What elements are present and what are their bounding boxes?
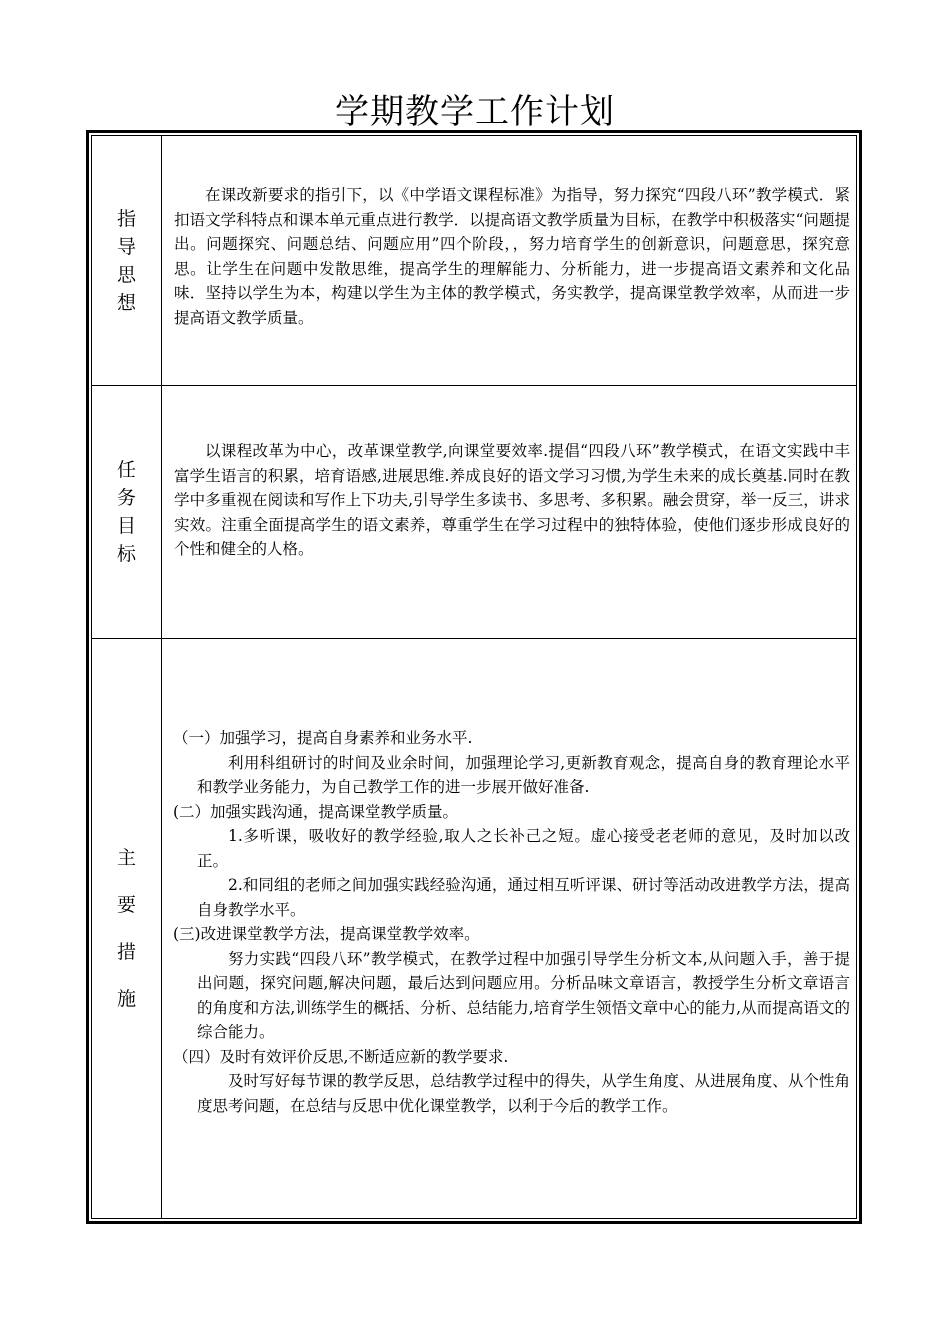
label-cell-guiding-thought (92, 136, 162, 385)
label-guiding-thought: 指导思想 (116, 207, 136, 314)
label-task-goals: 任务目标 (116, 459, 136, 565)
label-cell-main-measures (92, 639, 162, 1218)
measures-list (171, 726, 850, 1118)
measure-4-heading: （四）及时有效评价反思,不断适应新的教学要求. (173, 1047, 509, 1066)
measure-3-detail: 努力实践“四段八环”教学模式，在教学过程中加强引导学生分析文本,从问题入手，善于提出问题，探究问题,解决问题，最后达到问题应用。分析品味文章语言，教授学生分析文章语言的角度和方法,训练学生的概括、分析、总结能力,培育学生领悟文章中心的能力,从而提高语文的综合能力。 (197, 949, 850, 1041)
document-title: 学期教学工作计划 (335, 92, 615, 132)
measure-2-detail-2: 2.和同组的老师之间加强实践经验沟通，通过相互听评课、研讨等活动改进教学方法，提高自身教学水平。 (197, 876, 850, 919)
task-goals-text: 以课程改革为中心，改革课堂教学,向课堂要效率.提倡“四段八环”教学模式，在语文实践中丰富学生语言的积累，培育语感,进展思维.养成良好的语文学习习惯,为学生未来的成长奠基.同时在教学中多重视在阅读和写作上下功夫,引导学生多读书、多思考、多积累。融会贯穿，举一反三，讲求实效。注重全面提高学生的语文素养，尊重学生在学习过程中的独特体验，使他们逐步形成良好的个性和健全的人格。 (174, 442, 850, 558)
measures-content (161, 130, 856, 1220)
measure-2-detail-1: 1.多听课，吸收好的教学经验,取人之长补己之短。虚心接受老老师的意见，及时加以改正。 (197, 827, 850, 870)
measure-2-heading: (二）加强实践沟通，提高课堂教学质量。 (173, 802, 459, 821)
measure-3-heading: (三)改进课堂教学方法，提高课堂教学效率。 (173, 925, 480, 943)
label-cell-task-goals (92, 386, 162, 638)
measure-4-detail: 及时写好每节课的教学反思，总结教学过程中的得失，从学生角度、从进展角度、从个性角度思考问题，在总结与反思中优化课堂教学，以利于今后的教学工作。 (197, 1072, 850, 1115)
label-main-measures: 主要措施 (116, 846, 136, 1010)
guiding-thought-text: 在课改新要求的指引下，以《中学语文课程标准》为指导，努力探究“四段八环”教学模式．紧扣语文学科特点和课本单元重点进行教学．以提高语文教学质量为目标，在教学中积极落实“问题提出。问题探究、问题总结、问题应用”四个阶段，，努力培育学生的创新意识，问题意思，探究意思。让学生在问题中发散思维，提高学生的理解能力、分析能力，进一步提高语文素养和文化品味．坚持以学生为本，构建以学生为主体的教学模式，务实教学，提高课堂教学效率，从而进一步提高语文教学质量。 (174, 186, 850, 327)
measure-1-detail: 利用科组研讨的时间及业余时间，加强理论学习,更新教育观念，提高自身的教育理论水平和教学业务能力，为自己教学工作的进一步展开做好准备. (197, 753, 850, 796)
measure-1-heading: （一）加强学习，提高自身素养和业务水平. (173, 729, 473, 747)
